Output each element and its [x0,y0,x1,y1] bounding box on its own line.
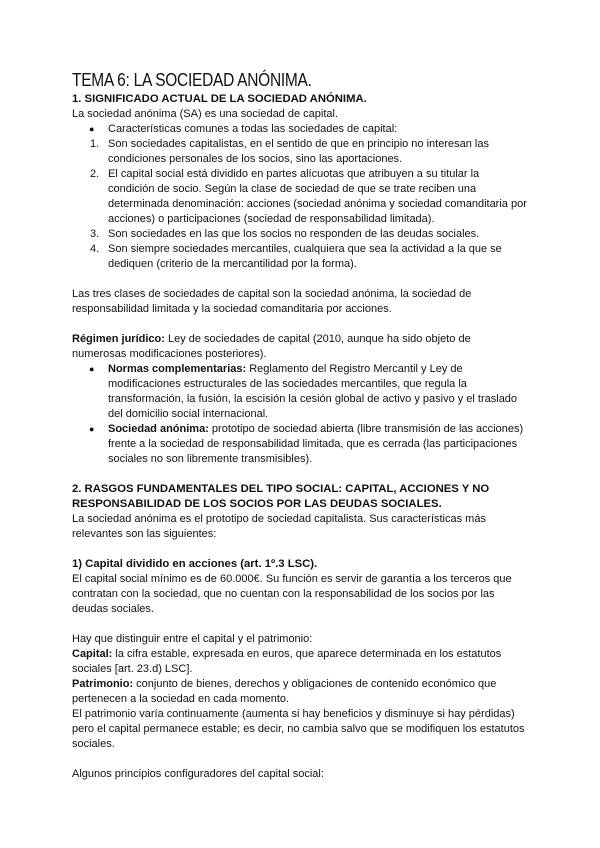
distinguir-paragraph: Hay que distinguir entre el capital y el patrimonio: [72,633,313,645]
section-1-heading: 1. SIGNIFICADO ACTUAL DE LA SOCIEDAD ANÓNIMA. [72,93,367,105]
list-item: 3. Son sociedades en las que los socios no responden de las deudas sociales. [90,228,480,240]
regimen-paragraph: Régimen jurídico: Ley de sociedades de capital (2010, aunque ha sido objeto de numerosas modificaciones posteriores). [72,333,471,360]
list-item: 1. Son sociedades capitalistas, en el sentido de que en principio no interesan las condiciones personales de los socios, sino las aportaciones. [90,138,489,165]
patrimonio-definition: Patrimonio: conjunto de bienes, derechos y obligaciones de contenido económico que pertenecen a la sociedad en cada momento. [72,678,497,705]
subsection-1-heading: 1) Capital dividido en acciones (art. 1º.3 LSC). [72,558,318,570]
numbered-list [72,137,528,272]
list-item: ● Características comunes a todas las sociedades de capital: [72,122,528,137]
regimen-sublist [72,362,528,467]
clases-paragraph: Las tres clases de sociedades de capital son la sociedad anónima, la sociedad de responsabilidad limitada y la sociedad comanditaria por acciones. [72,288,472,315]
bullet-list [72,122,528,137]
regimen-label: Régimen jurídico: [72,333,165,345]
page-title: TEMA 6: LA SOCIEDAD ANÓNIMA. [72,70,312,90]
patrimonio-varia-paragraph: El patrimonio varía continuamente (aumenta si hay beneficios y disminuye si hay pérdidas) pero el capital permanece estable; es decir, no cambia salvo que se modifiquen los estatutos sociales. [72,708,525,750]
list-item: ● Normas complementarias: Reglamento del Registro Mercantil y Ley de modificaciones estructurales de las sociedades mercantiles, que regula la transformación, la fusión, la escisión la cesión global de activo y pasivo y el traslado del domicilio social internacional. [72,362,528,422]
list-item: 2. El capital social está dividido en partes alícuotas que atribuyen a su titular la condición de socio. Según la clase de sociedad de que se trate reciben una determinada denominación: acciones (sociedad anónima y sociedad comanditaria por acciones) o participaciones (sociedad de responsabilidad limitada). [90,168,527,225]
capital-minimo-paragraph: El capital social mínimo es de 60.000€. Su función es servir de garantía a los terceros que contratan con la sociedad, que no cuentan con la responsabilidad de los socios por las deudas sociales. [72,573,512,615]
list-item: ● Sociedad anónima: prototipo de sociedad abierta (libre transmisión de las acciones) frente a la sociedad de responsabilidad limitada, que es cerrada (las participaciones sociales no son libremente transmisibles). [72,422,528,467]
principios-paragraph: Algunos principios configuradores del capital social: [72,768,324,780]
capital-definition: Capital: la cifra estable, expresada en euros, que aparece determinada en los estatutos sociales [art. 23.d) LSC]. [72,648,502,675]
section-2-intro: La sociedad anónima es el prototipo de sociedad capitalista. Sus características más relevantes son las siguientes: [72,513,486,540]
list-item: 4. Son siempre sociedades mercantiles, cualquiera que sea la actividad a la que se dediquen (criterio de la mercantilidad por la forma). [90,243,502,270]
section-2-heading: 2. RASGOS FUNDAMENTALES DEL TIPO SOCIAL: CAPITAL, ACCIONES Y NO RESPONSABILIDAD DE LOS SOCIOS POR LAS DEUDAS SOCIALES. [72,483,490,510]
document-page [72,70,528,782]
section-1-intro: La sociedad anónima (SA) es una sociedad de capital. [72,108,339,120]
